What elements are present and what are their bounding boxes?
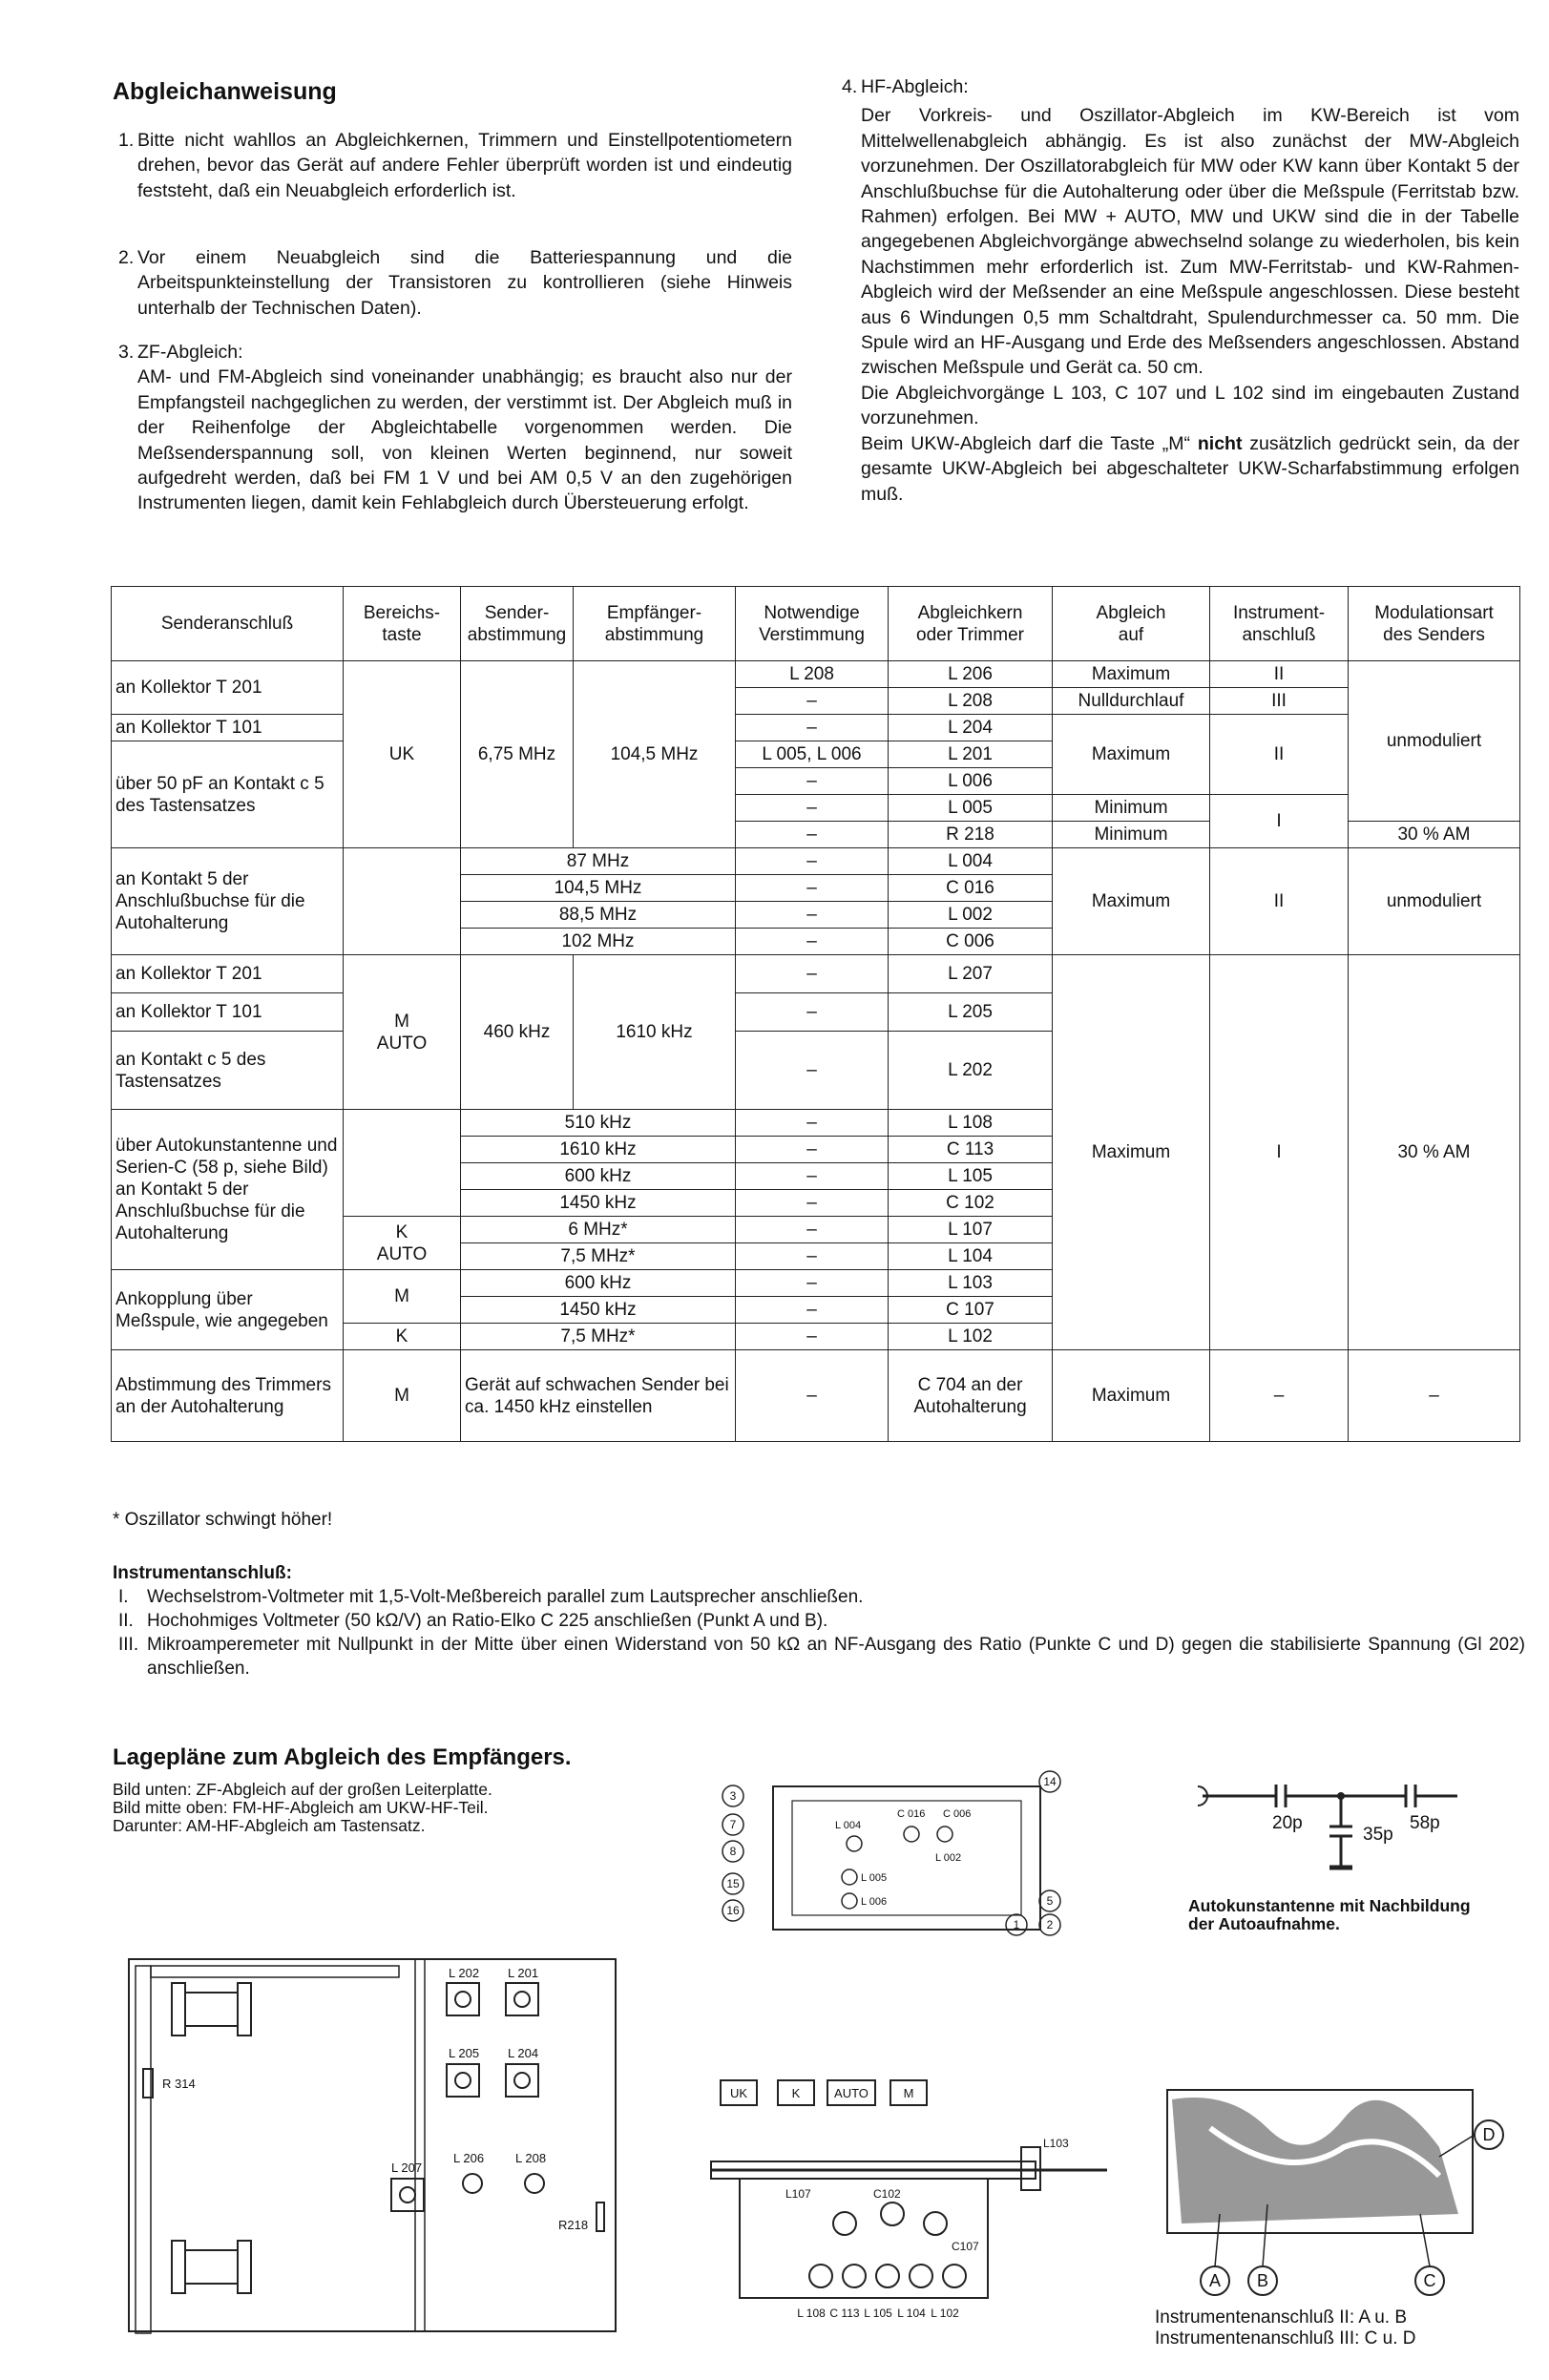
table-row	[112, 715, 1520, 741]
table-cell: –	[736, 795, 889, 822]
table-cell: C 107	[889, 1297, 1053, 1324]
key-label: UK	[729, 2086, 748, 2100]
component-value: 20p	[1272, 1813, 1303, 1833]
table-cell: L 208	[736, 661, 889, 688]
table-cell: Maximum	[1053, 955, 1210, 1350]
instrument-line: III. Mikroamperemeter mit Nullpunkt in der Mitte über einen Widerstand von 50 kΩ an NF-Ausgang des Ratio (Punkte C und D) gegen die stabilisierte Spannung (Gl 202) anschließen.	[118, 1635, 1525, 1679]
instrument-line: II. Hochohmiges Voltmeter (50 kΩ/V) an Ratio-Elko C 225 anschließen (Punkt A und B).	[118, 1611, 828, 1631]
table-cell: M AUTO	[344, 955, 461, 1110]
table-cell: –	[736, 1137, 889, 1163]
table-cell: –	[736, 1324, 889, 1350]
table-cell: über Autokunstantenne und Serien-C (58 p, siehe Bild) an Kontakt 5 der Anschlußbuchse für die Autohalterung	[112, 1110, 344, 1270]
ukw-number: 1	[1013, 1918, 1020, 1931]
ukw-label: L 006	[861, 1896, 888, 1908]
zf-label: L 206	[453, 2151, 485, 2165]
ukw-label: L 002	[935, 1852, 962, 1864]
ukw-number: 8	[729, 1845, 737, 1858]
col-header: Abgleich auf	[1053, 587, 1210, 661]
key-part-label: L107	[785, 2187, 811, 2201]
table-cell: Abstimmung des Trimmers an der Autohalterung	[112, 1350, 344, 1442]
component-value: 58p	[1410, 1813, 1440, 1833]
table-cell: L 105	[889, 1163, 1053, 1190]
table-cell: 1610 kHz	[574, 955, 736, 1110]
table-cell: –	[736, 1163, 889, 1190]
key-part-label: C107	[952, 2240, 979, 2253]
table-cell: an Kollektor T 101	[112, 993, 344, 1032]
table-row	[112, 848, 1520, 875]
zf-label: L 201	[508, 1966, 539, 1980]
table-cell: UK	[344, 661, 461, 848]
table-cell: –	[736, 1217, 889, 1243]
table-cell: –	[736, 1297, 889, 1324]
table-cell: –	[1349, 1350, 1520, 1442]
ukw-number: 7	[729, 1818, 737, 1831]
table-cell: –	[736, 688, 889, 715]
ukw-label: C 006	[943, 1808, 972, 1820]
table-cell: 600 kHz	[461, 1163, 736, 1190]
table-cell: C 102	[889, 1190, 1053, 1217]
zf-label: L 205	[449, 2046, 480, 2060]
table-cell: 7,5 MHz*	[461, 1243, 736, 1270]
table-cell: Maximum	[1053, 661, 1210, 688]
table-cell: L 206	[889, 661, 1053, 688]
key-part-label: L103	[1043, 2137, 1069, 2150]
table-cell: 1610 kHz	[461, 1137, 736, 1163]
table-cell: –	[736, 875, 889, 902]
table-cell: –	[736, 768, 889, 795]
key-label: K	[791, 2086, 801, 2100]
table-cell: L 005, L 006	[736, 741, 889, 768]
table-cell: C 016	[889, 875, 1053, 902]
instrument-line: I. Wechselstrom-Voltmeter mit 1,5-Volt-Meßbereich parallel zum Lautsprecher anschließen.	[118, 1587, 864, 1607]
key-label: M	[903, 2086, 914, 2100]
table-header	[112, 587, 1520, 661]
ratio-board-diagram	[1153, 2071, 1516, 2300]
table-cell: Maximum	[1053, 715, 1210, 795]
ukw-number: 3	[729, 1789, 737, 1803]
table-cell: –	[736, 1350, 889, 1442]
ratio-caption: Instrumentenanschluß II: A u. B Instrumentenanschluß III: C u. D	[1155, 2307, 1416, 2349]
table-cell: L 102	[889, 1324, 1053, 1350]
table-cell: 102 MHz	[461, 929, 736, 955]
table-cell: 510 kHz	[461, 1110, 736, 1137]
table-cell: L 204	[889, 715, 1053, 741]
instruction-3: 3. ZF-Abgleich: AM- und FM-Abgleich sind voneinander unabhängig; es braucht also nur der Empfangsteil nachgeglichen zu werden, der verstimmt ist. Der Abgleich muß in der Reihenfolge der Abgleichtabelle vorgenommen werden. Die Meßsenderspannung soll, von kleinen Werten beginnend, nur soweit aufgedreht werden, daß bei FM 1 V und bei AM 0,5 V an den zugehörigen Instrumenten liegen, damit kein Fehlabgleich durch Übersteuerung erfolgt.	[118, 342, 792, 514]
ukw-label: L 004	[835, 1820, 862, 1831]
table-cell: K	[344, 1324, 461, 1350]
ukw-label: L 005	[861, 1872, 888, 1884]
col-header: Senderanschluß	[112, 587, 344, 661]
table-cell: 30 % AM	[1349, 822, 1520, 848]
table-row	[112, 1350, 1520, 1442]
table-cell: L 103	[889, 1270, 1053, 1297]
ratio-point: A	[1208, 2271, 1222, 2290]
table-cell: –	[736, 1270, 889, 1297]
table-cell: C 113	[889, 1137, 1053, 1163]
table-cell: R 218	[889, 822, 1053, 848]
table-cell: 104,5 MHz	[461, 875, 736, 902]
ratio-point: C	[1423, 2271, 1436, 2290]
table-cell: K AUTO	[344, 1217, 461, 1270]
table-cell: I	[1210, 955, 1349, 1350]
table-cell: 1450 kHz	[461, 1190, 736, 1217]
key-label: AUTO	[834, 2086, 869, 2100]
table-cell: –	[736, 929, 889, 955]
zf-label: L 207	[391, 2161, 423, 2175]
ukw-label: C 016	[897, 1808, 926, 1820]
table-cell: III	[1210, 688, 1349, 715]
table-cell: L 207	[889, 955, 1053, 993]
key-part-label: C102	[873, 2187, 901, 2201]
table-cell: C 006	[889, 929, 1053, 955]
table-cell: an Kollektor T 201	[112, 955, 344, 993]
ratio-point: B	[1256, 2271, 1269, 2290]
table-cell: Minimum	[1053, 822, 1210, 848]
alignment-table	[111, 586, 1520, 1442]
table-cell	[344, 1110, 461, 1217]
table-cell: an Kontakt 5 der Anschlußbuchse für die Autohalterung	[112, 848, 344, 955]
table-cell: L 005	[889, 795, 1053, 822]
bottom-label: L 108	[797, 2307, 826, 2320]
instruction-1: 1. Bitte nicht wahllos an Abgleichkernen, Trimmern und Einstellpotentiometern drehen, bevor das Gerät auf andere Fehler überprüft worden ist und eindeutig feststeht, daß ein Neuabgleich erforderlich ist.	[118, 130, 792, 201]
bottom-label: L 105	[864, 2307, 892, 2320]
table-cell: 600 kHz	[461, 1270, 736, 1297]
table-cell: 30 % AM	[1349, 955, 1520, 1350]
table-cell: –	[736, 848, 889, 875]
table-cell: L 208	[889, 688, 1053, 715]
table-cell: Maximum	[1053, 1350, 1210, 1442]
table-cell: M	[344, 1350, 461, 1442]
zf-board-diagram	[124, 1954, 620, 2336]
col-header: Empfänger- abstimmung	[574, 587, 736, 661]
table-cell: 6,75 MHz	[461, 661, 574, 848]
page-title: Abgleichanweisung	[113, 78, 337, 105]
table-cell: L 201	[889, 741, 1053, 768]
table-cell: an Kollektor T 101	[112, 715, 344, 741]
instruction-4: 4. HF-Abgleich: Der Vorkreis- und Oszillator-Abgleich im KW-Bereich ist vom Mittelwellenabgleich abhängig. Es ist also zunächst der MW-Abgleich vorzunehmen. Der Oszillatorabgleich für MW oder KW kann über Kontakt 5 der Anschlußbuchse für die Autohalterung oder über die Meßspule (Ferritstab bzw. Rahmen) erfolgen. Bei MW + AUTO, MW und UKW sind die in der Tabelle angegebenen Abgleichvorgänge abwechselnd solange zu wiederholen, bis kein Nachstimmen mehr erforderlich ist. Zum MW-Ferritstab- und KW-Rahmen-Abgleich wird der Meßsender an eine Meßspule angeschlossen. Diese besteht aus 6 Windungen 0,5 mm Schaltdraht, Spulendurchmesser ca. 50 mm. Die Spule wird an HF-Ausgang und Erde des Meßsenders angeschlossen. Abstand zwischen Meßspule und Gerät ca. 50 cm. Die Abgleichvorgänge L 103, C 107 und L 102 sind im eingebauten Zustand vorzunehmen. Beim UKW-Abgleich darf die Taste „M“ nicht zusätzlich gedrückt sein, da der gesamte UKW-Abgleich bei abgeschalteter UKW-Scharfabstimmung erfolgen muß.	[842, 76, 1520, 505]
col-header: Notwendige Verstimmung	[736, 587, 889, 661]
table-cell: an Kollektor T 201	[112, 661, 344, 715]
table-cell: –	[736, 1110, 889, 1137]
bottom-label: C 113	[829, 2307, 860, 2320]
zf-label: R 314	[162, 2077, 196, 2091]
table-cell: –	[736, 955, 889, 993]
table-cell: 460 kHz	[461, 955, 574, 1110]
table-cell: II	[1210, 848, 1349, 955]
table-cell: –	[736, 715, 889, 741]
ratio-point: D	[1482, 2125, 1496, 2144]
col-header: Modulationsart des Senders	[1349, 587, 1520, 661]
table-cell: an Kontakt c 5 des Tastensatzes	[112, 1032, 344, 1110]
ukw-hf-diagram	[716, 1767, 1069, 1949]
table-cell: L 202	[889, 1032, 1053, 1110]
lageplan-title: Lagepläne zum Abgleich des Empfängers.	[113, 1744, 572, 1770]
table-cell: unmoduliert	[1349, 848, 1520, 955]
table-cell: Gerät auf schwachen Sender bei ca. 1450 kHz einstellen	[461, 1350, 736, 1442]
table-cell: M	[344, 1270, 461, 1324]
col-header: Instrument- anschluß	[1210, 587, 1349, 661]
table-cell: –	[736, 1190, 889, 1217]
zf-label: L 208	[515, 2151, 547, 2165]
table-cell: Ankopplung über Meßspule, wie angegeben	[112, 1270, 344, 1350]
table-cell: L 006	[889, 768, 1053, 795]
ukw-number: 2	[1046, 1918, 1054, 1931]
table-cell: Maximum	[1053, 848, 1210, 955]
table-cell: Nulldurchlauf	[1053, 688, 1210, 715]
table-cell: –	[1210, 1350, 1349, 1442]
ukw-number: 5	[1046, 1894, 1054, 1908]
table-row	[112, 955, 1520, 993]
table-cell: II	[1210, 661, 1349, 688]
table-cell: unmoduliert	[1349, 661, 1520, 822]
instruction-2: 2. Vor einem Neuabgleich sind die Batteriespannung und die Arbeitspunkteinstellung der Transistoren zu kontrollieren (siehe Hinweis unterhalb der Technischen Daten).	[118, 247, 792, 319]
table-cell: 87 MHz	[461, 848, 736, 875]
col-header: Bereichs- taste	[344, 587, 461, 661]
table-cell: I	[1210, 795, 1349, 848]
bottom-label: L 104	[897, 2307, 926, 2320]
table-cell: –	[736, 902, 889, 929]
table-cell: L 002	[889, 902, 1053, 929]
table-cell: L 004	[889, 848, 1053, 875]
table-cell: –	[736, 1243, 889, 1270]
bottom-label: L 102	[931, 2307, 959, 2320]
table-cell: L 104	[889, 1243, 1053, 1270]
lageplan-caption: Bild unten: ZF-Abgleich auf der großen Leiterplatte. Bild mitte oben: FM-HF-Abgleich am UKW-HF-Teil. Darunter: AM-HF-Abgleich am Tastensatz.	[113, 1780, 492, 1835]
ukw-number: 15	[726, 1877, 740, 1890]
table-cell: 1450 kHz	[461, 1297, 736, 1324]
col-header: Sender- abstimmung	[461, 587, 574, 661]
col-header: Abgleichkern oder Trimmer	[889, 587, 1053, 661]
table-cell: L 107	[889, 1217, 1053, 1243]
instrument-section: Instrumentanschluß: I. Wechselstrom-Voltmeter mit 1,5-Volt-Meßbereich parallel zum Lautsprecher anschließen. II. Hochohmiges Voltmeter (50 kΩ/V) an Ratio-Elko C 225 anschließen (Punkt A und B). III. Mikroamperemeter mit Nullpunkt in der Mitte über einen Widerstand von 50 kΩ an NF-Ausgang des Ratio (Punkte C und D) gegen die stabilisierte Spannung (Gl 202) anschließen.	[113, 1563, 1525, 1679]
ukw-number: 14	[1043, 1775, 1057, 1788]
table-cell: 104,5 MHz	[574, 661, 736, 848]
key-switch-diagram	[701, 2071, 1121, 2333]
footnote: * Oszillator schwingt höher!	[113, 1510, 333, 1530]
table-cell: –	[736, 1032, 889, 1110]
table-cell: II	[1210, 715, 1349, 795]
auto-antenna-schematic	[1188, 1767, 1494, 1882]
table-cell: Minimum	[1053, 795, 1210, 822]
table-cell: –	[736, 822, 889, 848]
table-row	[112, 661, 1520, 688]
table-cell: L 205	[889, 993, 1053, 1032]
table-cell: L 108	[889, 1110, 1053, 1137]
table-cell: 88,5 MHz	[461, 902, 736, 929]
table-cell	[344, 848, 461, 955]
zf-label: L 204	[508, 2046, 539, 2060]
zf-label: R218	[558, 2218, 589, 2232]
component-value: 35p	[1363, 1825, 1393, 1845]
zf-label: L 202	[449, 1966, 480, 1980]
table-cell: –	[736, 993, 889, 1032]
ukw-number: 16	[726, 1904, 740, 1917]
auto-antenna-caption: Autokunstantenne mit Nachbildung der Autoaufnahme.	[1188, 1896, 1471, 1933]
table-cell: 6 MHz*	[461, 1217, 736, 1243]
table-cell: über 50 pF an Kontakt c 5 des Tastensatzes	[112, 741, 344, 848]
table-cell: 7,5 MHz*	[461, 1324, 736, 1350]
table-cell: C 704 an der Autohalterung	[889, 1350, 1053, 1442]
